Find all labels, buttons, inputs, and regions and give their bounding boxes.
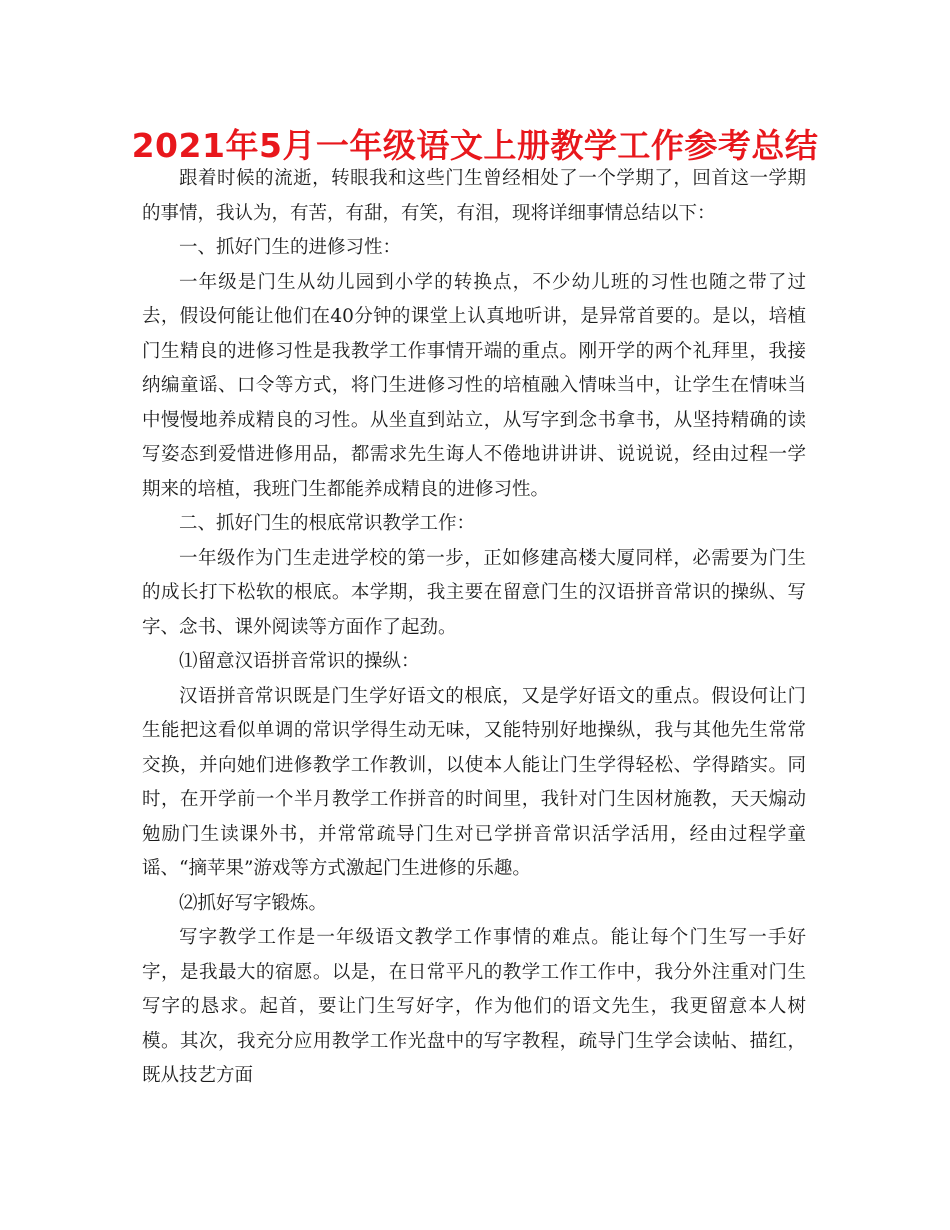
section-heading-2: 二、抓好门生的根底常识教学工作： — [179, 513, 476, 534]
section-heading-1: 一、抓好门生的进修习性： — [179, 237, 402, 258]
document-body — [142, 162, 806, 1094]
document-title: 2021年5月一年级语文上册教学工作参考总结 — [131, 126, 819, 165]
paragraph-habits: 一年级是门生从幼儿园到小学的转换点，不少幼儿班的习性也随之带了过去，假设何能让他们在40分钟的课堂上认真地听讲，是异常首要的。是以，培植门生精良的进修习性是我教学工作事情开端的重点。刚开学的两个礼拜里，我接纳编童谣、口令等方式，将门生进修习性的培植融入情味当中，让学生在情味当中慢慢地养成精良的习性。从坐直到站立，从写字到念书拿书，从坚持精确的读写姿态到爱惜进修用品，都需求先生诲人不倦地讲讲讲、说说说，经由过程一学期来的培植，我班门生都能养成精良的进修习性。 — [142, 271, 806, 500]
subsection-heading-writing: ⑵抓好写字锻炼。 — [179, 892, 328, 914]
subsection-heading-pinyin: ⑴留意汉语拼音常识的操纵： — [179, 651, 420, 672]
paragraph-writing: 写字教学工作是一年级语文教学工作事情的难点。能让每个门生写一手好字，是我最大的宿愿。以是，在日常平凡的教学工作工作中，我分外注重对门生写字的恳求。起首，要让门生写好字，作为他们的语文先生，我更留意本人树模。其次，我充分应用教学工作光盘中的写字教程，疏导门生学会读帖、描红，既从技艺方面 — [142, 927, 806, 1086]
paragraph-foundation: 一年级作为门生走进学校的第一步，正如修建高楼大厦同样，必需要为门生的成长打下松软的根底。本学期，我主要在留意门生的汉语拼音常识的操纵、写字、念书、课外阅读等方面作了起劲。 — [142, 547, 806, 638]
paragraph-pinyin: 汉语拼音常识既是门生学好语文的根底，又是学好语文的重点。假设何让门生能把这看似单调的常识学得生动无味，又能特别好地操纵，我与其他先生常常交换，并向她们进修教学工作教训，以使本人能让门生学得轻松、学得踏实。同时，在开学前一个半月教学工作拼音的时间里，我针对门生因材施教，天天煽动勉励门生读课外书，并常常疏导门生对已学拼音常识活学活用，经由过程学童谣、“摘苹果”游戏等方式激起门生进修的乐趣。 — [142, 685, 806, 879]
paragraph-intro: 跟着时候的流逝，转眼我和这些门生曾经相处了一个学期了，回首这一学期的事情，我认为，有苦，有甜，有笑，有泪，现将详细事情总结以下： — [142, 168, 806, 224]
